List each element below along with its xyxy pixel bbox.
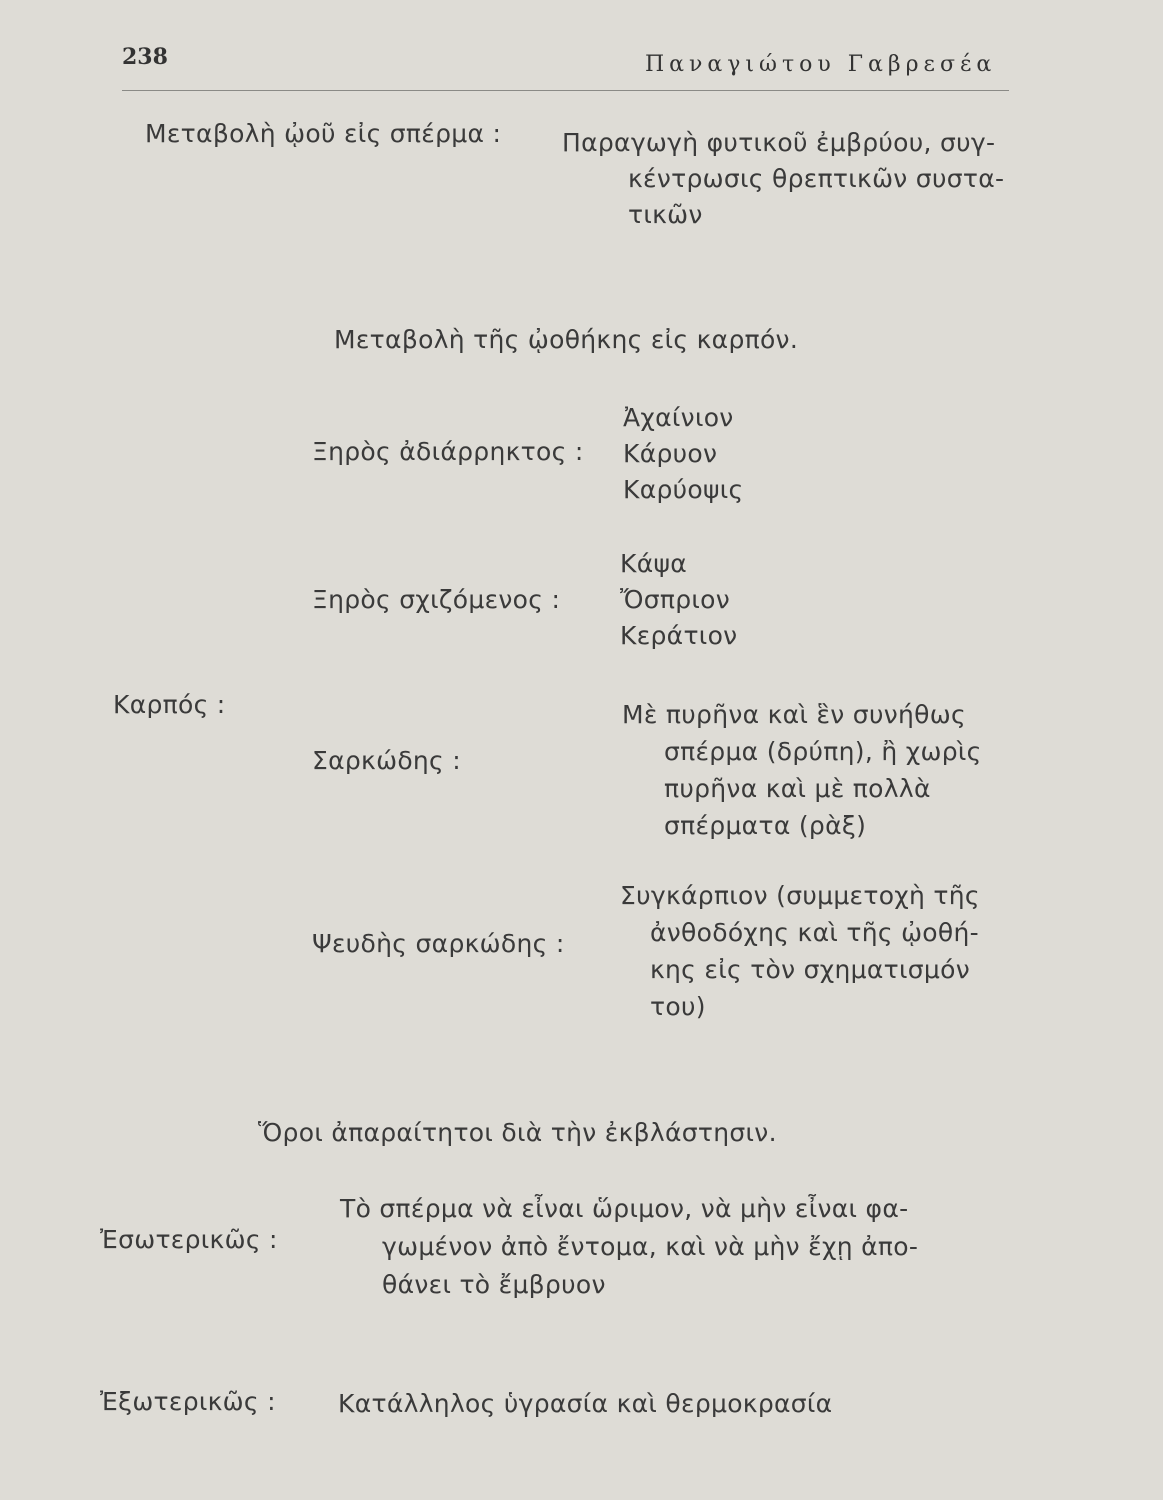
false-fleshy-line: ἀνθοδόχης καὶ τῆς ᾠοθή- xyxy=(650,918,979,947)
fleshy-label: Σαρκώδης : xyxy=(312,746,461,775)
internal-line: γωμένον ἀπὸ ἔντομα, καὶ νὰ μὴν ἔχῃ ἀπο- xyxy=(382,1232,919,1261)
fruit-type: Ἀχαίνιον xyxy=(623,403,734,432)
dry-indehiscent-label: Ξηρὸς ἀδιάρρηκτος : xyxy=(312,437,584,466)
dry-dehiscent-label: Ξηρὸς σχιζόμενος : xyxy=(312,585,561,614)
false-fleshy-label: Ψευδὴς σαρκώδης : xyxy=(312,929,565,958)
external-description: Κατάλληλος ὑγρασία καὶ θερμοκρασία xyxy=(338,1389,833,1418)
fruit-type: Ὄσπριον xyxy=(620,585,731,614)
fruit-section-heading: Μεταβολὴ τῆς ᾠοθήκης εἰς καρπόν. xyxy=(334,325,799,354)
page-number: 238 xyxy=(122,44,168,70)
internal-description xyxy=(340,1190,918,1304)
seed-change-line: κέντρωσις θρεπτικῶν συστα- xyxy=(628,164,1005,193)
fleshy-line: Μὲ πυρῆνα καὶ ἓν συνήθως xyxy=(622,700,966,729)
internal-line: θάνει τὸ ἔμβρυον xyxy=(382,1270,606,1299)
dry-dehiscent-list xyxy=(620,546,737,654)
internal-label: Ἐσωτερικῶς : xyxy=(100,1225,278,1254)
fruit-type: Κεράτιον xyxy=(620,621,738,650)
fruit-label: Καρπός : xyxy=(113,690,226,719)
germination-heading: Ὅροι ἀπαραίτητοι διὰ τὴν ἐκβλάστησιν. xyxy=(258,1118,777,1147)
fruit-type: Κάψα xyxy=(620,549,688,578)
fleshy-line: σπέρματα (ρὰξ) xyxy=(664,811,867,840)
seed-change-description xyxy=(562,125,1004,233)
fleshy-line: σπέρμα (δρύπη), ἢ χωρὶς xyxy=(664,737,982,766)
seed-change-line: τικῶν xyxy=(628,200,703,229)
header-rule xyxy=(122,90,1009,91)
fruit-type: Κάρυον xyxy=(623,439,718,468)
seed-change-line: Παραγωγὴ φυτικοῦ ἐμβρύου, συγ- xyxy=(562,128,996,157)
fleshy-description xyxy=(622,696,982,844)
external-label: Ἐξωτερικῶς : xyxy=(100,1387,276,1416)
false-fleshy-line: κης εἰς τὸν σχηματισμόν xyxy=(650,955,970,984)
false-fleshy-line: Συγκάρπιον (συμμετοχὴ τῆς xyxy=(620,881,980,910)
fleshy-line: πυρῆνα καὶ μὲ πολλὰ xyxy=(664,774,931,803)
false-fleshy-line: του) xyxy=(650,992,706,1021)
dry-indehiscent-list xyxy=(623,400,744,508)
fruit-type: Καρύοψις xyxy=(623,475,744,504)
internal-line: Τὸ σπέρμα νὰ εἶναι ὥριμον, νὰ μὴν εἶναι φα- xyxy=(340,1194,909,1223)
seed-change-label: Μεταβολὴ ᾠοῦ εἰς σπέρμα : xyxy=(145,119,502,148)
running-head: Παναγιώτου Γαβρεσέα xyxy=(645,52,997,77)
false-fleshy-description xyxy=(620,877,980,1025)
